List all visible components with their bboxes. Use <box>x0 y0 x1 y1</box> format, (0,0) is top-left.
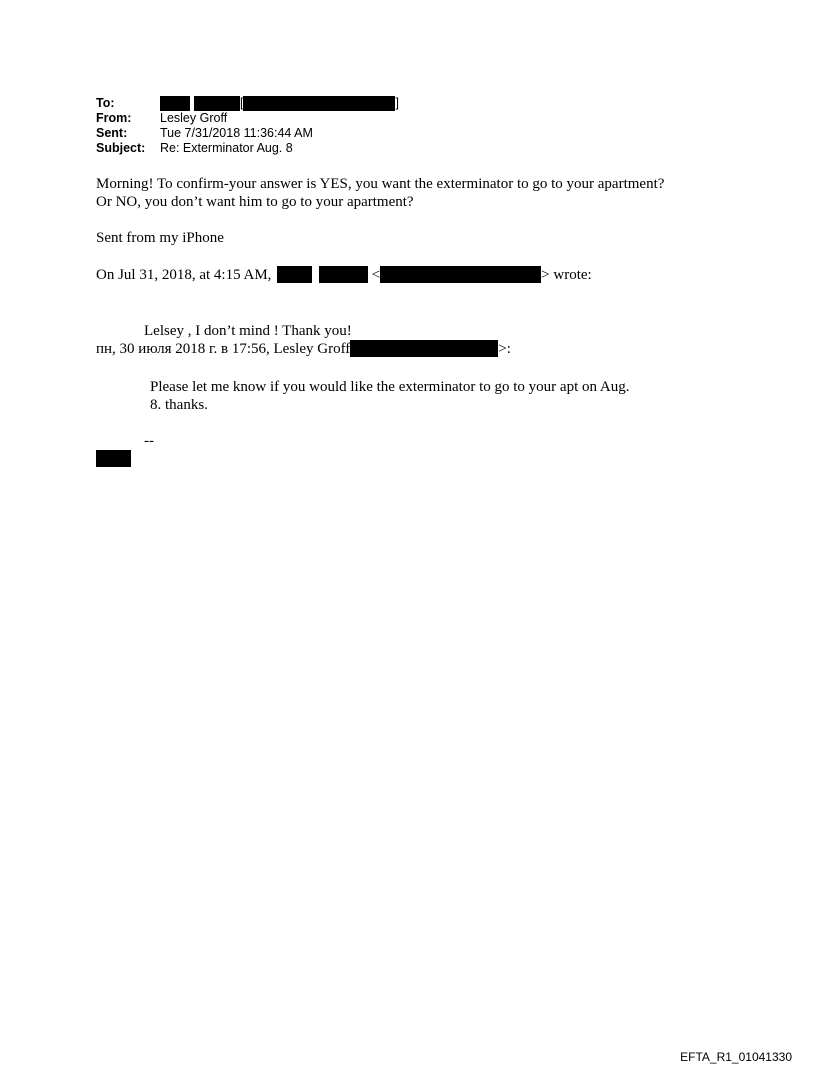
russian-prefix: пн, 30 июля 2018 г. в 17:56, Lesley Groff <box>96 341 351 357</box>
subject-value: Re: Exterminator Aug. 8 <box>160 141 293 155</box>
quote-intro-lt: < <box>371 267 381 283</box>
from-row <box>96 111 399 126</box>
redaction-box <box>194 96 240 111</box>
redaction-box <box>319 266 368 283</box>
russian-quote-line <box>96 340 511 358</box>
quote-intro-suffix: > wrote: <box>541 267 592 283</box>
from-label: From: <box>96 111 132 125</box>
redaction-box <box>96 450 131 467</box>
redaction-box <box>277 266 312 283</box>
to-close-bracket: ] <box>395 96 399 110</box>
email-header-block <box>96 96 399 156</box>
quote-intro-line <box>96 266 592 284</box>
to-open-bracket: [ <box>240 96 244 110</box>
quote-intro-prefix: On Jul 31, 2018, at 4:15 AM, <box>96 267 272 283</box>
russian-suffix: >: <box>498 341 511 357</box>
to-label: To: <box>96 96 115 110</box>
nested-quote-line-1: Please let me know if you would like the exterminator to go to your apt on Aug. <box>150 379 630 395</box>
redaction-box <box>380 266 541 283</box>
body-line-1: Morning! To confirm-your answer is YES, you want the exterminator to go to your apartment? <box>96 176 665 192</box>
redaction-box <box>160 96 190 111</box>
subject-row <box>96 141 399 156</box>
iphone-signature: Sent from my iPhone <box>96 230 224 246</box>
redaction-box <box>350 340 498 357</box>
nested-quote-line-2: 8. thanks. <box>150 397 208 413</box>
bates-number: EFTA_R1_01041330 <box>680 1050 792 1064</box>
sent-row <box>96 126 399 141</box>
to-row <box>96 96 399 111</box>
sent-label: Sent: <box>96 126 128 140</box>
signature-dashes: -- <box>144 433 154 449</box>
reply-line: Lelsey , I don’t mind ! Thank you! <box>144 323 352 339</box>
redaction-box <box>243 96 395 111</box>
subject-label: Subject: <box>96 141 146 155</box>
sent-value: Tue 7/31/2018 11:36:44 AM <box>160 126 313 140</box>
from-value: Lesley Groff <box>160 111 228 125</box>
body-line-2: Or NO, you don’t want him to go to your apartment? <box>96 194 414 210</box>
